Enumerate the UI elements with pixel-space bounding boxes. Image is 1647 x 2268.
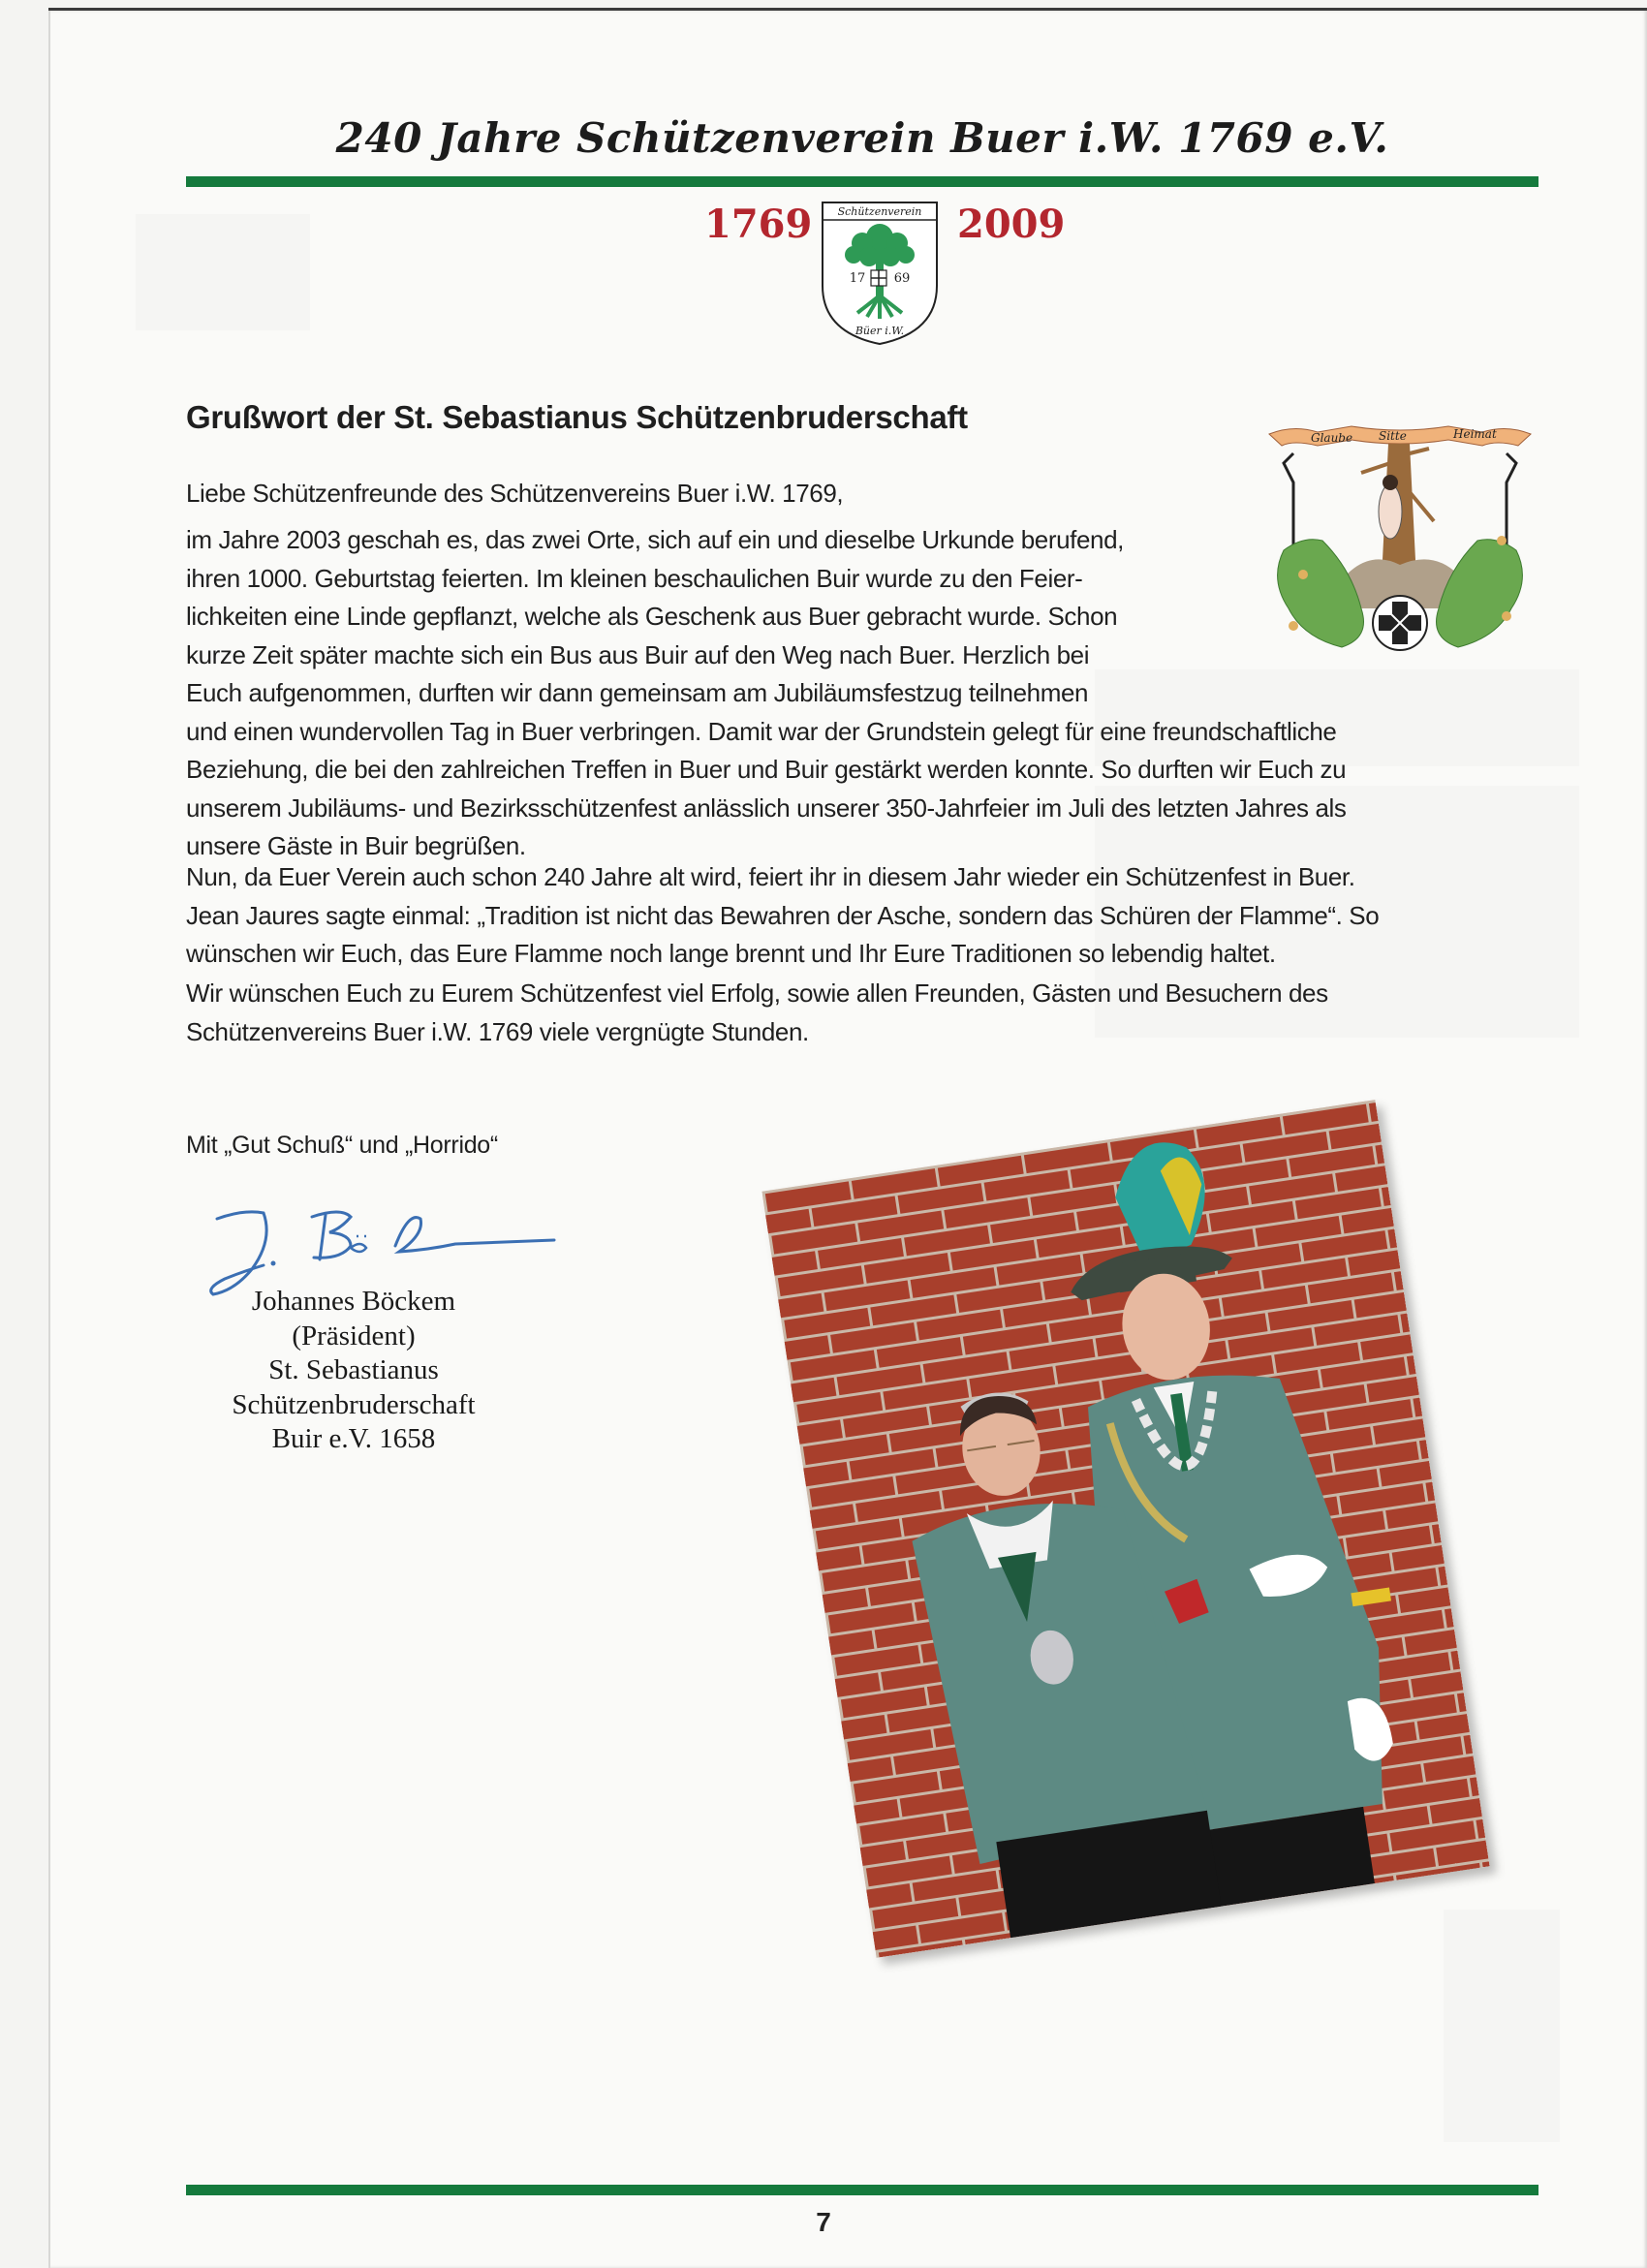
signatory-org-line: Schützenbruderschaft (232, 1388, 476, 1420)
text-line: unserem Jubiläums- und Bezirksschützenfest anlässlich unserer 350-Jahrfeier im Juli des letzten Jahres als (186, 792, 1347, 823)
banner-word-3: Heimat (1453, 427, 1497, 441)
header-rule (186, 176, 1538, 187)
crest-year-left: 17 (849, 271, 866, 286)
bleed-through-shadow (136, 214, 310, 330)
crest-bottom-text: Büer i.W. (855, 325, 905, 337)
signatory-org-line: Buir e.V. 1658 (271, 1423, 436, 1454)
text-line: lichkeiten eine Linde gepflanzt, welche als Geschenk aus Buer gebracht wurde. Schon (186, 602, 1118, 631)
signatory-block (194, 1285, 513, 1457)
salutation (186, 475, 843, 513)
text-line: Schützenvereins Buer i.W. 1769 viele vergnügte Stunden. (186, 1016, 809, 1046)
anniversary-year: 2009 (957, 202, 1066, 247)
signatory-name: Johannes Böckem (251, 1286, 456, 1317)
text-line: Euch aufgenommen, durften wir dann gemeinsam am Jubiläumsfestzug teilnehmen (186, 678, 1089, 707)
schuetzenverein-crest-logo (819, 199, 941, 346)
page-title: 240 Jahre Schützenverein Buer i.W. 1769 e.V. (335, 114, 1389, 162)
text-line: und einen wundervollen Tag in Buer verbringen. Damit war der Grundstein gelegt für eine freundschaftliche (186, 716, 1337, 746)
paragraph-3 (186, 975, 1328, 1051)
royal-couple-photo (761, 1100, 1489, 1958)
text-line: kurze Zeit später machte sich ein Bus aus Buir auf den Weg nach Buer. Herzlich bei (186, 639, 1090, 669)
founding-year: 1769 (704, 202, 813, 247)
text-line: Nun, da Euer Verein auch schon 240 Jahre alt wird, feiert ihr in diesem Jahr wieder ein Schützenfest in Buer. (186, 862, 1355, 891)
text-line: Jean Jaures sagte einmal: „Tradition ist nicht das Bewahren der Asche, sondern das Schüren der Flamme“. So (186, 900, 1380, 930)
page-number: 7 (816, 2207, 831, 2237)
text-line: unsere Gäste in Buir begrüßen. (186, 831, 526, 860)
photo-illustration (761, 1100, 1489, 1958)
text-line: wünschen wir Euch, das Eure Flamme noch lange brennt und Ihr Eure Traditionen so lebendig haltet. (186, 939, 1276, 968)
closing-greeting: Mit „Gut Schuß“ und „Horrido“ (186, 1132, 498, 1159)
crest-top-text: Schützenverein (837, 205, 922, 218)
article-heading: Grußwort der St. Sebastianus Schützenbruderschaft (186, 399, 968, 435)
text-line: Beziehung, die bei den zahlreichen Treffen in Buer und Buir gestärkt werden konnte. So durften wir Euch zu (186, 755, 1347, 784)
bleed-through-shadow (1444, 1910, 1560, 2142)
text-line: Wir wünschen Euch zu Eurem Schützenfest viel Erfolg, sowie allen Freunden, Gästen und Besuchern des (186, 979, 1328, 1008)
footer-rule (186, 2185, 1538, 2195)
paragraph-1 (186, 521, 1347, 866)
paragraph-2 (186, 858, 1379, 974)
signatory-title: (Präsident) (292, 1320, 416, 1351)
text-line: im Jahre 2003 geschah es, das zwei Orte, sich auf ein und dieselbe Urkunde berufend, (186, 525, 1124, 554)
salutation-line: Liebe Schützenfreunde des Schützenvereins Buer i.W. 1769, (186, 479, 844, 508)
text-line: ihren 1000. Geburtstag feierten. Im kleinen beschaulichen Buir wurde zu den Feier- (186, 563, 1083, 593)
banner-word-1: Glaube (1311, 431, 1353, 445)
signatory-org-line: St. Sebastianus (268, 1354, 439, 1385)
banner-word-2: Sitte (1379, 429, 1407, 443)
crest-year-right: 69 (893, 271, 911, 286)
